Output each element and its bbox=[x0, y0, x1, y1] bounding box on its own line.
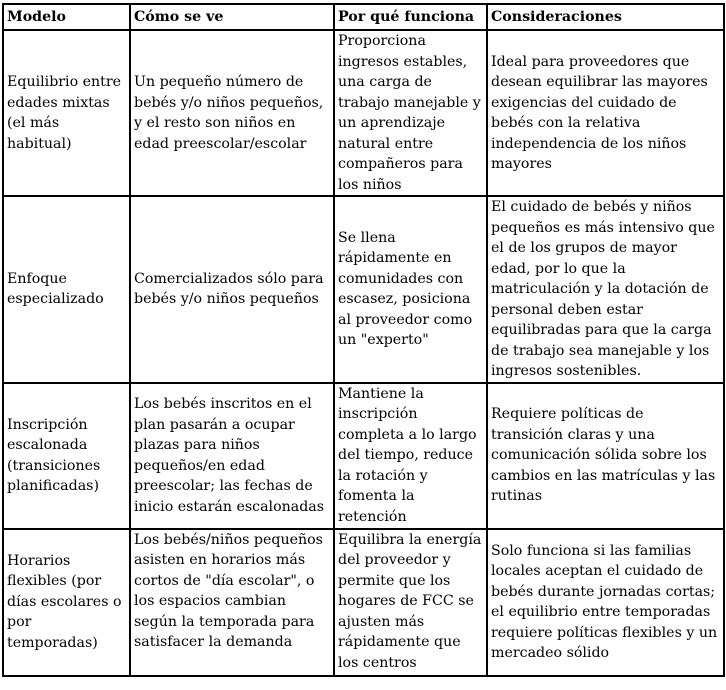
cell-considerations: Solo funciona si las familias locales aceptan el cuidado de bebés durante jornadas cortas; el equilibrio entre temporadas requiere políticas flexibles y un mercadeo sólido bbox=[487, 529, 724, 676]
table-row bbox=[3, 196, 724, 383]
table-header-row bbox=[3, 4, 724, 30]
cell-why: Equilibra la energía del proveedor y permite que los hogares de FCC se ajusten más rápidamente que los centros bbox=[334, 529, 487, 676]
header-por-que-funciona: Por qué funciona bbox=[334, 4, 487, 30]
cell-looks: Los bebés inscritos en el plan pasarán a ocupar plazas para niños pequeños/en edad preescolar; las fechas de inicio estarán escalonadas bbox=[130, 383, 334, 529]
cell-why: Mantiene la inscripción completa a lo largo del tiempo, reduce la rotación y fomenta la retención bbox=[334, 383, 487, 529]
cell-looks: Un pequeño número de bebés y/o niños pequeños, y el resto son niños en edad preescolar/escolar bbox=[130, 30, 334, 196]
header-modelo: Modelo bbox=[3, 4, 130, 30]
cell-why: Se llena rápidamente en comunidades con escasez, posiciona al proveedor como un "experto" bbox=[334, 196, 487, 383]
cell-considerations: Requiere políticas de transición claras y una comunicación sólida sobre los cambios en las matrículas y las rutinas bbox=[487, 383, 724, 529]
header-consideraciones: Consideraciones bbox=[487, 4, 724, 30]
cell-considerations: Ideal para proveedores que desean equilibrar las mayores exigencias del cuidado de bebés con la relativa independencia de los niños mayores bbox=[487, 30, 724, 196]
cell-model: Enfoque especializado bbox=[3, 196, 130, 383]
table-row bbox=[3, 529, 724, 676]
header-como-se-ve: Cómo se ve bbox=[130, 4, 334, 30]
cell-model: Inscripción escalonada (transiciones planificadas) bbox=[3, 383, 130, 529]
cell-model: Horarios flexibles (por días escolares o por temporadas) bbox=[3, 529, 130, 676]
cell-considerations: El cuidado de bebés y niños pequeños es más intensivo que el de los grupos de mayor edad, por lo que la matriculación y la dotación de personal deben estar equilibradas para que la carga de trabajo sea manejable y los ingresos sostenibles. bbox=[487, 196, 724, 383]
enrollment-models-table bbox=[2, 3, 725, 677]
cell-why: Proporciona ingresos estables, una carga de trabajo manejable y un aprendizaje natural entre compañeros para los niños bbox=[334, 30, 487, 196]
cell-model: Equilibrio entre edades mixtas (el más habitual) bbox=[3, 30, 130, 196]
table-row bbox=[3, 30, 724, 196]
table-row bbox=[3, 383, 724, 529]
cell-looks: Los bebés/niños pequeños asisten en horarios más cortos de "día escolar", o los espacios cambian según la temporada para satisfacer la demanda bbox=[130, 529, 334, 676]
cell-looks: Comercializados sólo para bebés y/o niños pequeños bbox=[130, 196, 334, 383]
